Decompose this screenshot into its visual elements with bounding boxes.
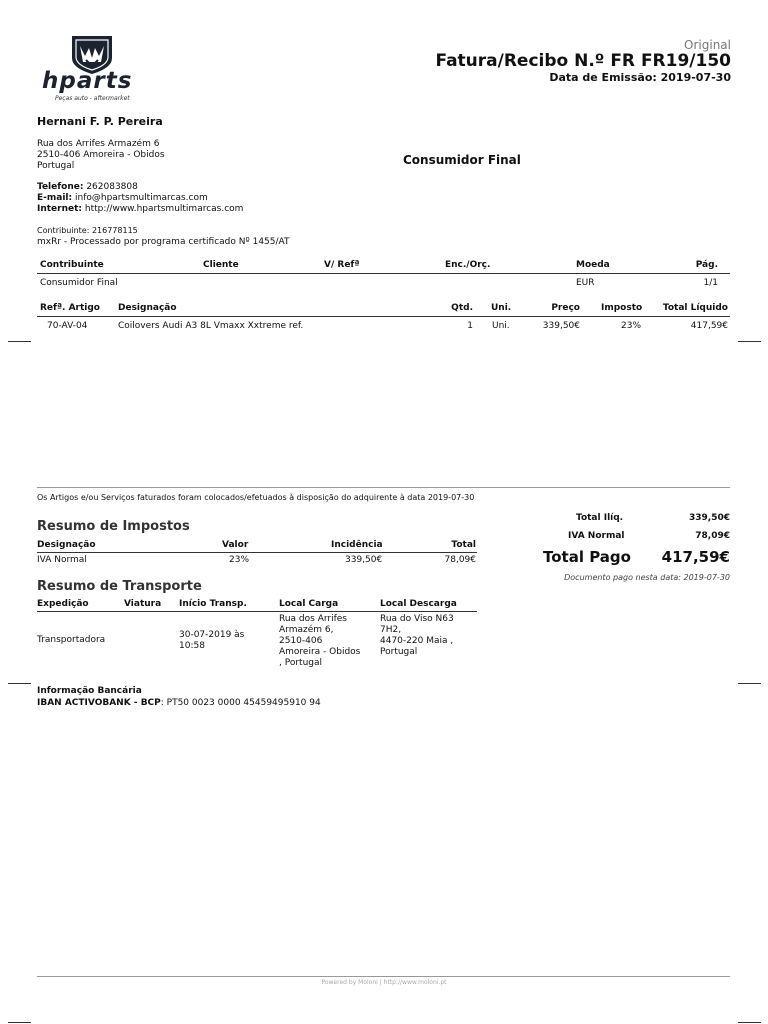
carga-line: , Portugal: [279, 658, 322, 668]
cell-total: 78,09€: [444, 555, 476, 565]
tax-summary-title: Resumo de Impostos: [37, 519, 190, 534]
fold-mark: [8, 683, 31, 684]
powered-by-link[interactable]: Powered by Moloni | http://www.moloni.pt: [321, 979, 447, 986]
col-designacao: Designação: [37, 540, 96, 550]
cell-contribuinte: Consumidor Final: [40, 278, 118, 288]
col-ref: V/ Refª: [324, 260, 360, 270]
cell-ref: 70-AV-04: [47, 321, 88, 331]
col-ref-artigo: Refª. Artigo: [40, 303, 100, 313]
descarga-line: Rua do Viso N63 7H2,: [380, 614, 454, 635]
col-valor: Valor: [222, 540, 249, 550]
phone-value: 262083808: [86, 182, 138, 192]
company-name: Hernani F. P. Pereira: [37, 115, 163, 128]
certification-note: mxRr - Processado por programa certificado Nº 1455/AT: [37, 237, 290, 247]
total-iliquido-value: 339,50€: [689, 513, 730, 523]
email-link[interactable]: info@hpartsmultimarcas.com: [74, 193, 208, 203]
company-address: [37, 139, 165, 172]
iban-label: IBAN ACTIVOBANK - BCP: [37, 698, 161, 708]
table-row: [37, 614, 477, 672]
col-moeda: Moeda: [576, 260, 610, 270]
bank-info-title: Informação Bancária: [37, 686, 142, 696]
cell-designacao: Coilovers Audi A3 8L Vmaxx Xxtreme ref.: [118, 321, 304, 331]
cell-expedicao: Transportadora: [37, 635, 106, 645]
issue-date-label: Data de Emissão:: [549, 71, 657, 84]
col-local-carga: Local Carga: [279, 599, 339, 609]
table-row: [37, 555, 477, 567]
separator: [37, 487, 730, 488]
info-table-row: [37, 275, 730, 291]
cell-imposto: 23%: [621, 321, 642, 331]
cell-incidencia: 339,50€: [345, 555, 383, 565]
col-designacao: Designação: [118, 303, 177, 313]
carga-line: 2510-406: [279, 636, 323, 646]
internet-row: [37, 204, 243, 215]
fold-mark: [738, 683, 761, 684]
cell-local-descarga: [380, 614, 477, 658]
col-preco: Preço: [551, 303, 580, 313]
cell-inicio: [179, 630, 244, 652]
issue-date-value: 2019-07-30: [660, 71, 731, 84]
info-table-header: [37, 257, 730, 274]
phone-label: Telefone:: [37, 182, 84, 192]
customer-name: Consumidor Final: [403, 153, 521, 167]
cell-pag: 1/1: [703, 278, 718, 288]
total-pago-value: 417,59€: [661, 548, 730, 566]
company-tax-id: Contribuinte: 216778115: [37, 226, 138, 235]
inicio-line: 10:58: [179, 641, 205, 651]
col-contribuinte: Contribuinte: [40, 260, 104, 270]
address-line: Portugal: [37, 161, 75, 171]
cell-uni: Uni.: [492, 321, 510, 331]
cell-preco: 339,50€: [542, 321, 580, 331]
col-cliente: Cliente: [203, 260, 239, 270]
fold-mark: [738, 1022, 761, 1023]
original-label: Original: [684, 38, 731, 52]
col-uni: Uni.: [491, 303, 512, 313]
col-imposto: Imposto: [601, 303, 643, 313]
carga-line: Rua dos Arrifes: [279, 614, 347, 624]
col-expedicao: Expedição: [37, 599, 89, 609]
internet-label: Internet:: [37, 204, 83, 214]
cell-valor: 23%: [229, 555, 250, 565]
issue-date: [549, 71, 731, 84]
col-inicio: Início Transp.: [179, 599, 247, 609]
col-qtd: Qtd.: [451, 303, 473, 313]
col-pag: Pág.: [695, 260, 718, 270]
items-table-header: [37, 300, 730, 317]
col-local-descarga: Local Descarga: [380, 599, 457, 609]
address-line: Rua dos Arrifes Armazém 6: [37, 139, 160, 149]
availability-note: Os Artigos e/ou Serviços faturados foram colocados/efetuados à disposição do adquirente à data 2019-07-30: [37, 493, 475, 502]
fold-mark: [738, 341, 761, 342]
tax-table-header: [37, 539, 477, 553]
iban-row: [37, 698, 321, 708]
col-enc: Enc./Orç.: [445, 260, 491, 270]
website-link[interactable]: http://www.hpartsmultimarcas.com: [84, 204, 244, 214]
payment-note: Documento pago nesta data: 2019-07-30: [564, 573, 730, 582]
cell-moeda: EUR: [576, 278, 595, 288]
company-logo: [36, 34, 148, 104]
phone-row: [37, 182, 243, 193]
iva-label: IVA Normal: [568, 531, 625, 541]
separator: [37, 976, 730, 977]
descarga-line: Portugal: [380, 647, 418, 657]
total-iliquido-label: Total Ilíq.: [576, 513, 624, 523]
transport-table-header: [37, 598, 477, 612]
cell-qtd: 1: [467, 321, 473, 331]
fold-mark: [8, 1022, 31, 1023]
total-pago-label: Total Pago: [543, 548, 631, 566]
inicio-line: 30-07-2019 às: [179, 630, 245, 640]
cell-designacao: IVA Normal: [37, 555, 87, 565]
carga-line: Amoreira - Obidos: [279, 647, 361, 657]
col-incidencia: Incidência: [331, 540, 383, 550]
email-label: E-mail:: [37, 193, 73, 203]
address-line: 2510-406 Amoreira - Obidos: [37, 150, 165, 160]
document-title: Fatura/Recibo N.º FR FR19/150: [435, 51, 731, 71]
col-viatura: Viatura: [124, 599, 162, 609]
logo-brand: hparts: [42, 68, 133, 94]
iban-value: : PT50 0023 0000 45459495910 94: [160, 698, 321, 708]
logo-tagline: Peças auto - aftermarket: [55, 95, 130, 102]
carga-line: Armazém 6,: [279, 625, 334, 635]
email-row: [37, 193, 243, 204]
company-contacts: [37, 182, 243, 215]
cell-total: 417,59€: [690, 321, 728, 331]
cell-local-carga: [279, 614, 360, 669]
col-total: Total: [451, 540, 476, 550]
transport-summary-title: Resumo de Transporte: [37, 579, 202, 594]
fold-mark: [8, 341, 31, 342]
table-row: [37, 318, 730, 334]
col-total: Total Líquido: [662, 303, 728, 313]
descarga-line: 4470-220 Maia ,: [380, 636, 454, 646]
iva-value: 78,09€: [695, 531, 730, 541]
